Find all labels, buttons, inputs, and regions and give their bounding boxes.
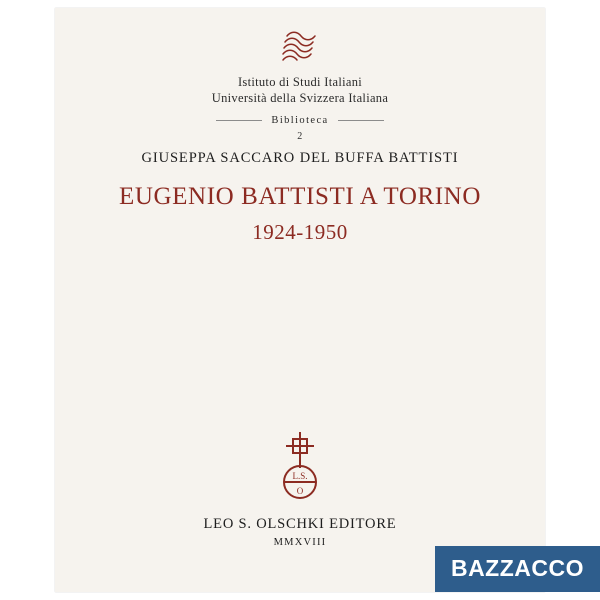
imprint-block [55,516,545,548]
svg-text:O: O [296,486,304,496]
publisher-university: Università della Svizzera Italiana [211,91,389,105]
rule-right [338,120,384,121]
imprint-name: LEO S. OLSCHKI EDITORE [203,516,397,532]
olschki-cross-globe-device-icon [55,428,545,504]
collection-number: 2 [297,131,303,142]
collection-name: Biblioteca [271,115,329,126]
svg-text:L.S.: L.S. [292,471,308,481]
book-subtitle-years: 1924-1950 [252,220,348,244]
imprint-year: MMXVIII [273,537,327,548]
rule-left [216,120,262,121]
book-front-cover [55,8,545,592]
collection-rule-row [55,115,545,126]
olschki-wave-icon [55,30,545,64]
author-name: GIUSEPPA SACCARO DEL BUFFA BATTISTI [141,150,459,166]
series-block [55,74,545,142]
book-title: EUGENIO BATTISTI A TORINO [119,183,481,210]
retailer-watermark: BAZZACCO [435,546,600,592]
publisher-institute: Istituto di Studi Italiani [237,75,363,89]
title-block [55,180,545,245]
